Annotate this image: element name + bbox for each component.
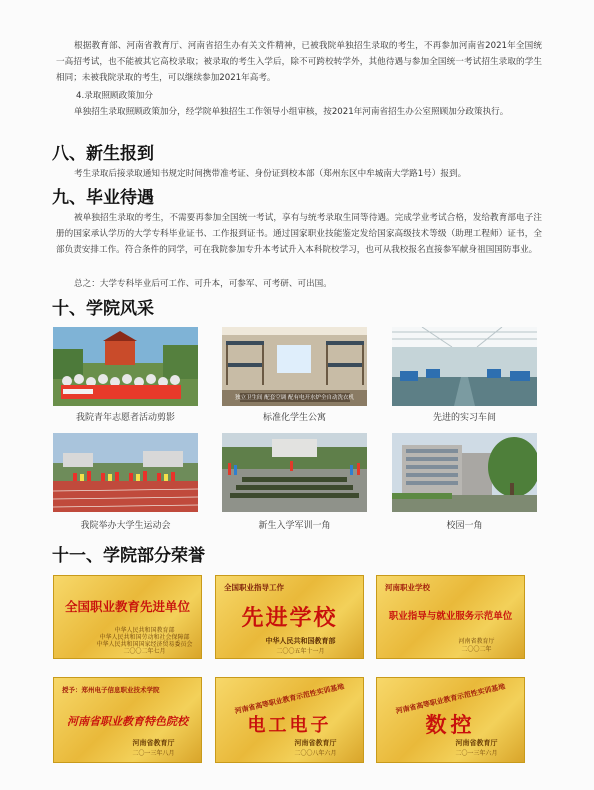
award-3-topline: 河南职业学校 <box>385 583 430 592</box>
caption-workshop: 先进的实习车间 <box>432 413 496 423</box>
award-5-issuer: 河南省教育厅 <box>294 739 337 747</box>
award-2-title: 先进学校 <box>241 606 338 631</box>
summary-paragraph: 总之：大学专科毕业后可工作、可升本，可参军、可考研、可出国。 <box>74 279 332 289</box>
award-3-issuer: 河南省教育厅 <box>458 638 495 645</box>
award-advanced-school <box>215 575 364 659</box>
caption-military-training: 新生入学军训一角 <box>258 521 331 531</box>
award-4-title: 河南省职业教育特色院校 <box>67 715 188 728</box>
award-electrical-base <box>215 677 364 763</box>
award-1-issuer-2: 中华人民共和国劳动和社会保障部 <box>99 634 190 641</box>
photo-workshop <box>392 327 537 406</box>
award-4-issuer: 河南省教育厅 <box>132 739 175 747</box>
award-characteristic-college <box>53 677 202 763</box>
caption-sports-meet: 我院举办大学生运动会 <box>80 521 171 531</box>
caption-campus: 校园一角 <box>446 521 483 531</box>
award-3-date: 二〇〇二年 <box>461 646 492 653</box>
award-4-date: 二〇一三年八月 <box>132 750 175 757</box>
section-11-heading: 十一、学院部分荣誉 <box>52 546 205 566</box>
award-2-issuer: 中华人民共和国教育部 <box>265 637 336 645</box>
section-10-heading: 十、学院风采 <box>52 299 154 319</box>
award-5-date: 二〇〇八年六月 <box>294 750 337 757</box>
award-3-title: 职业指导与就业服务示范单位 <box>388 611 513 622</box>
section-9-heading: 九、毕业待遇 <box>52 188 154 208</box>
dormitory-overlay-text: 独立卫生间 配套空调 配有电开水炉全自动洗衣机 <box>235 395 354 401</box>
award-4-topline: 授予：郑州电子信息职业技术学院 <box>62 686 160 694</box>
award-1-issuer-1: 中华人民共和国教育部 <box>114 627 175 634</box>
registration-paragraph: 考生录取后接录取通知书规定时间携带准考证、身份证到校本部（郑州东区中牟城南大学路1号）报到。 <box>74 169 467 179</box>
photo-volunteers <box>53 327 198 406</box>
award-1-title: 全国职业教育先进单位 <box>64 599 190 614</box>
award-national-advanced-unit <box>53 575 202 659</box>
bonus-points-subheading: 4.录取照顾政策加分 <box>76 91 153 101</box>
award-6-issuer: 河南省教育厅 <box>455 739 498 747</box>
award-5-title: 电工电子 <box>247 715 332 736</box>
photo-campus <box>392 433 537 512</box>
award-6-title: 数控 <box>425 713 476 737</box>
award-1-date: 二〇〇二年七月 <box>123 648 166 655</box>
caption-volunteers: 我院青年志愿者活动剪影 <box>75 413 175 423</box>
admission-policy-paragraph: 根据教育部、河南省教育厅、河南省招生办有关文件精神，已被我院单独招生录取的考生，不再参加河南省2021年全国统一高招考试，也不能被其它高校录取；被录取的考生入学后，除不可跨校转学外，其他待遇与参加全国统一考试招生录取的学生相同；未被我院录取的考生，可以继续参加2021年高考。 <box>56 41 542 83</box>
award-6-arc-text: 河南省高等职业教育示范性实训基地 <box>395 682 506 716</box>
section-8-heading: 八、新生报到 <box>52 144 154 164</box>
award-2-topline: 全国职业指导工作 <box>224 583 284 592</box>
bonus-points-paragraph: 单独招生录取照顾政策加分，经学院单独招生工作领导小组审核，按2021年河南省招生办公室照顾加分政策执行。 <box>74 107 509 117</box>
graduate-treatment-paragraph: 被单独招生录取的考生，不需要再参加全国统一考试，享有与统考录取生同等待遇。完成学业考试合格，发给教育部电子注册的国家承认学历的大学专科毕业证书、工作报到证书。通过国家职业技能鉴定发给国家高级技术等级（助理工程师）证书，全部负责安排工作。符合条件的同学，可在我院参加专升本考试升入本科院校学习，也可从我校报名直接参军献身祖国国防事业。 <box>56 213 542 255</box>
photo-military-training <box>222 433 367 512</box>
award-cnc-base <box>376 677 525 763</box>
award-career-guidance-model <box>376 575 525 659</box>
award-6-date: 二〇一三年六月 <box>455 750 498 757</box>
award-5-arc-text: 河南省高等职业教育示范性实训基地 <box>234 682 345 716</box>
award-1-issuer-3: 中华人民共和国国家经济贸易委员会 <box>96 641 193 648</box>
caption-dormitory: 标准化学生公寓 <box>262 413 326 423</box>
photo-dormitory <box>222 327 367 406</box>
award-2-date: 二〇〇五年十一月 <box>276 648 325 655</box>
photo-sports-meet <box>53 433 198 512</box>
